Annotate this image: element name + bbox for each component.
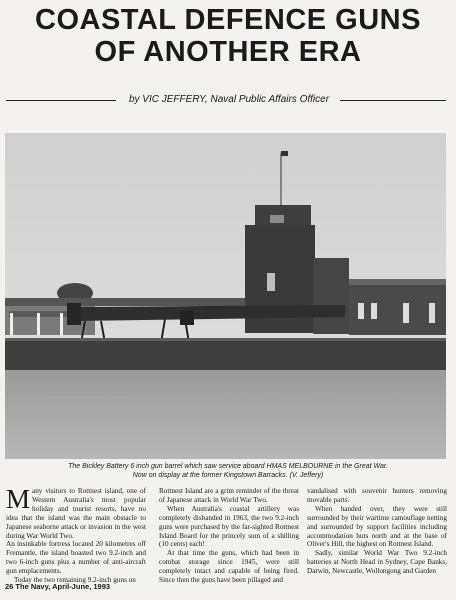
paragraph: Sadly, similar World War Two 9.2-inch batteries at North Head in Sydney, Cape Banks, Darwin, Newcastle, Wollongong and Garden <box>307 549 447 576</box>
photo-caption-line-1: The Bickley Battery 6 inch gun barrel which saw service aboard HMAS MELBOURNE in the Great War. <box>68 463 388 470</box>
drop-cap: M <box>6 484 31 514</box>
paragraph: An insinkable fortress located 20 kilometres off Fremantle, the island boasted two 9.2-inch and two 6-inch guns plus a number of anti-aircraft gun emplacements. <box>6 540 146 576</box>
article-column-3 <box>307 487 447 576</box>
paragraph: At that time the guns, which had been in combat storage since 1945, were still completely intact and capable of being fired. Since then the guns have been pillaged and <box>159 549 299 585</box>
paragraph: vandalised with souvenir hunters removing movable parts. <box>307 487 447 504</box>
gun-photo-illustration <box>5 133 446 459</box>
headline-line-1: COASTAL DEFENCE GUNS <box>35 4 421 36</box>
paragraph: Today the two remaining 9.2-inch guns on <box>14 576 136 585</box>
paragraph <box>6 484 146 540</box>
byline-bar <box>6 92 446 108</box>
byline: by VIC JEFFERY, Naval Public Affairs Officer <box>128 94 330 105</box>
byline-rule-right <box>340 100 446 101</box>
paragraph-text: any visitors to Rottnest island, one of Western Australia's most popular holiday and tourist resorts, have no idea that the island was the main obstacle to Japanese seaborne attack or invasion in the west during War World Two. <box>6 487 146 540</box>
article-column-2 <box>159 487 299 585</box>
page-footer: 26 The Navy, April-June, 1993 <box>5 582 111 591</box>
article-column-1 <box>6 484 146 585</box>
photo-caption-line-2: Now on display at the former Kingstown Barracks. (V. Jeffery) <box>132 472 324 479</box>
gun-photo <box>5 133 446 459</box>
paragraph: When Australia's coastal artillery was completely disbanded in 1963, the two 9.2-inch guns were purchased by the far-sighted Rottnest Island Board for the princely sum of a shilling (10 cents) each! <box>159 504 299 549</box>
byline-rule-left <box>6 100 116 101</box>
paragraph: When handed over, they were still surrounded by their wartime camouflage netting and surrounded by support facilities including accommodation huts north and at the base of Oliver's Hill, the highest on Rottnest Island. <box>307 504 447 549</box>
headline-line-2: OF ANOTHER ERA <box>94 36 362 68</box>
paragraph: Rottnest Island are a grim reminder of the threat of Japanese attack in World War Two. <box>159 487 299 504</box>
